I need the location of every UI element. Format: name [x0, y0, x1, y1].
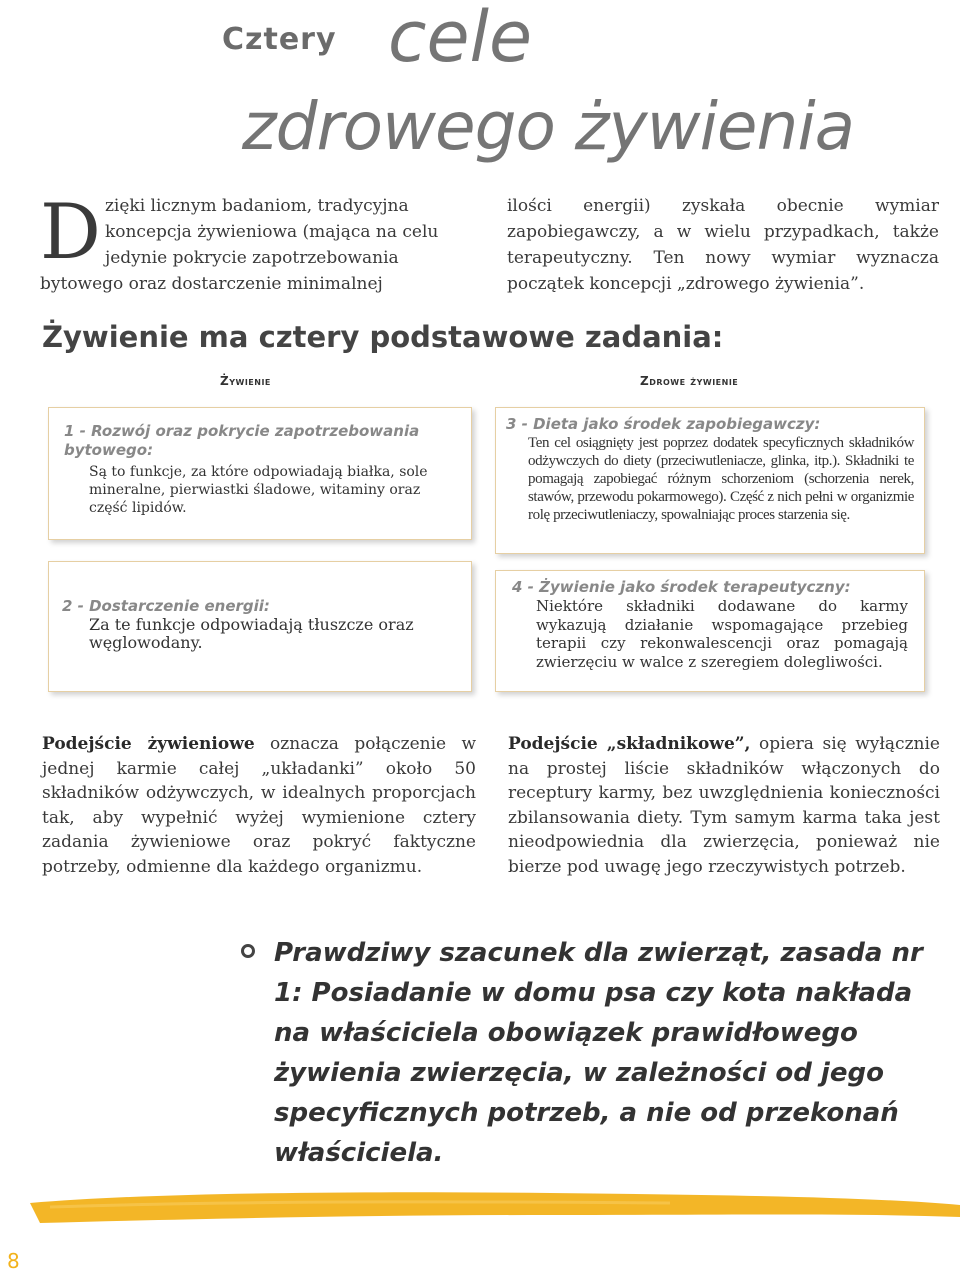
drop-cap: D	[40, 187, 101, 276]
task-2-title: 2 - Dostarczenie energii:	[62, 597, 270, 615]
section-heading: Żywienie ma cztery podstawowe zadania:	[42, 320, 724, 354]
task-1-title: 1 - Rozwój oraz pokrycie zapotrzebowania bytowego:	[64, 422, 420, 459]
task-1-body: Są to funkcje, za które odpowiadają białka, sole mineralne, pierwiastki śladowe, witaminy oraz część lipidów.	[89, 464, 428, 516]
task-4-title: 4 - Żywienie jako środek terapeutyczny:	[512, 578, 851, 596]
task-2-body: Za te funkcje odpowiadają tłuszcze oraz węglowodany.	[89, 615, 414, 652]
nutritional-approach-lead: Podejście żywieniowe	[42, 734, 255, 754]
ingredient-approach-lead: Podejście „składnikowe”,	[508, 734, 751, 754]
title-prefix: Cztery	[222, 22, 337, 57]
task-3-body: Ten cel osiągnięty jest poprzez dodatek specyficznych składników odżywczych do diety (przeciwutleniacze, glinka, itp.). Składniki te pomagają zapobiegać różnym schorzeniom (schorzenia nerek, stawów, przewodu pokarmowego). Część z nich pełni w organizmie rolę przeciwutleniaczy, spowalniając proces starzenia się.	[528, 435, 914, 523]
title-line-1: cele	[388, 0, 533, 78]
ingredient-approach-paragraph	[508, 732, 940, 879]
nutritional-approach-text: oznacza połączenie w jednej karmie całej „układanki” około 50 składników odżywczych, w idealnych proporcjach tak, aby wypełnić wyżej wymienione cztery zadania żywieniowe oraz pokryć faktyczne potrzeby, odmienne dla każdego organizmu.	[42, 734, 477, 877]
nutritional-approach-paragraph	[42, 732, 476, 879]
intro-right-text: ilości energii) zyskała obecnie wymiar zapobiegawczy, a w wielu przypadkach, także terapeutyczny. Ten nowy wymiar wyznacza początek koncepcji „zdrowego żywienia”.	[507, 196, 939, 294]
page-number: 8	[7, 1249, 20, 1273]
intro-left-text: zięki licznym badaniom, tradycyjna koncepcja żywieniowa (mająca na celu jedynie pokrycie zapotrzebowania bytowego oraz dostarczenie minimalnej	[40, 196, 439, 294]
title-line-2: zdrowego żywienia	[242, 88, 855, 165]
column-label-right: Zdrowe żywienie	[640, 374, 739, 388]
ingredient-approach-text: opiera się wyłącznie na prostej liście składników włączonych do receptury karmy, bez uwzględnienia konieczności zbilansowania diety. Tym samym karma taka jest nieodpowiednia dla zwierzęcia, ponieważ nie bierze pod uwagę jego rzeczywistych potrzeb.	[508, 734, 940, 877]
brush-stroke-decoration	[30, 1185, 960, 1230]
circle-bullet-icon	[241, 944, 255, 958]
task-3-title: 3 - Dieta jako środek zapobiegawczy:	[506, 415, 821, 433]
highlight-quote: Prawdziwy szacunek dla zwierząt, zasada nr 1: Posiadanie w domu psa czy kota nakłada na właściciela obowiązek prawidłowego żywienia zwierzęcia, w zależności od jego specyficznych potrzeb, a nie od przekonań właściciela.	[274, 938, 923, 1168]
task-4-body: Niektóre składniki dodawane do karmy wykazują działanie wspomagające przebieg terapii czy rekonwalescencji oraz pomagają zwierzęciu w walce z szeregiem dolegliwości.	[536, 597, 908, 671]
intro-left-column	[40, 187, 476, 297]
column-label-left: Żywienie	[220, 374, 271, 388]
